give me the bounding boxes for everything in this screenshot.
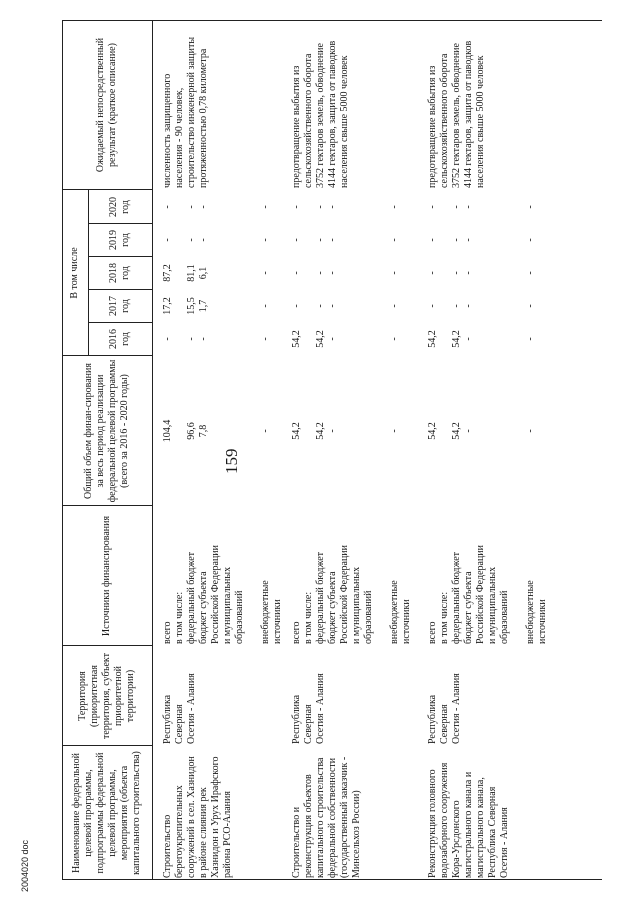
row-value-y2019: - [291,238,302,242]
row-value-y2020: - [260,205,271,209]
row-value-y2018: 81,1 [186,264,197,282]
row-value-y2017: 15,5 [186,297,197,315]
row-value-y2018: - [525,271,536,275]
header-name: Наименование федеральной целевой программы, подпрограммы федеральной целевой программы, мероприятия (объекта капитального строительства) [71,751,142,875]
row-source: всего [162,621,173,644]
row-value-y2018: - [427,271,438,275]
row-value-y2020: - [327,205,338,209]
row-value-total: 54,2 [315,422,326,440]
row-value-y2016: 54,2 [451,330,462,348]
row-value-y2018: 6,1 [198,266,209,280]
row-source: федеральный бюджет [451,551,462,644]
header-year-2018: 2018 год [108,263,131,283]
row-source: всего [427,621,438,644]
row-value-y2018: - [451,271,462,275]
row-value-y2019: - [451,238,462,242]
row-source: федеральный бюджет [186,551,197,644]
header-year-2017: 2017 год [108,296,131,316]
row-name: Строительство берегоукрепительных сооружений в сел. Хазнидон в районе слияния рек Хазнидон и Урух Ирафского района РСО-Алания [162,756,233,878]
row-value-y2018: 87,2 [162,264,173,282]
row-value-y2016: - [463,337,474,341]
financing-table [62,20,602,880]
row-value-y2020: - [451,205,462,209]
row-territory: Республика Северная Осетия - Алания [162,673,197,744]
header-territory: Территория (приоритетная территория, субъект приоритетной территории) [77,652,136,740]
row-value-total: 54,2 [451,422,462,440]
row-source: бюджет субъекта Российской Федерации и муниципальных образований [198,544,245,644]
header-year-2019: 2019 год [108,230,131,250]
row-value-y2018: - [389,271,400,275]
row-value-y2019: - [162,238,173,242]
row-source: в том числе: [174,591,185,644]
row-source: внебюджетные источники [389,580,412,644]
row-name: Реконструкция головного водозаборного сооружения Кора-Урсдонского магистрального канала и магистрального канала, Республика Северная Осетия - Алания [427,762,510,878]
row-source: бюджет субъекта Российской Федерации и муниципальных образований [463,544,510,644]
row-source: бюджет субъекта Российской Федерации и муниципальных образований [327,544,374,644]
row-value-y2020: - [315,205,326,209]
row-value-y2019: - [186,238,197,242]
row-value-y2016: 54,2 [315,330,326,348]
row-value-y2016: - [260,337,271,341]
row-value-y2017: - [260,304,271,308]
header-year-2016: 2016 год [108,329,131,349]
row-value-total: - [389,429,400,433]
row-value-y2020: - [463,205,474,209]
row-source: внебюджетные источники [525,580,548,644]
row-value-y2016: - [162,337,173,341]
header-sources: Источники финансирования [101,515,112,637]
row-value-y2017: - [451,304,462,308]
row-value-y2020: - [162,205,173,209]
row-value-y2019: - [315,238,326,242]
row-value-y2020: - [427,205,438,209]
row-value-y2018: - [463,271,474,275]
row-value-y2016: - [525,337,536,341]
header-total: Общий объем финан-сирования за весь период реализации федеральной целевой программы (всего за 2016 - 2020 годы) [83,359,130,503]
row-value-total: 54,2 [427,422,438,440]
row-result: предотвращение выбытия из сельскохозяйственного оборота 3752 гектаров земель, обводнение 4144 гектаров, защита от паводков населения свыше 5000 человек [427,40,486,188]
row-source: внебюджетные источники [260,580,283,644]
row-value-y2017: - [291,304,302,308]
row-value-total: - [327,429,338,433]
row-value-y2019: - [198,238,209,242]
row-result: численность защищенного населения - 90 человек, строительство инженерной защиты протяженностью 0,78 километра [162,36,209,188]
row-value-y2019: - [463,238,474,242]
row-value-y2016: - [327,337,338,341]
row-value-y2020: - [198,205,209,209]
row-value-total: 7,8 [198,424,209,438]
row-name: Строительство и реконструкция объектов капитального строительства федеральной собственности (государственный заказчик - Минсельхоз России) [291,756,362,878]
row-value-y2016: - [186,337,197,341]
row-value-total: - [260,429,271,433]
row-result: предотвращение выбытия из сельскохозяйственного оборота 3752 гектаров земель, обводнение 4144 гектаров, защита от паводков населения свыше 5000 человек [291,40,350,188]
row-value-y2016: 54,2 [427,330,438,348]
row-value-y2016: 54,2 [291,330,302,348]
row-value-total: - [463,429,474,433]
row-value-y2017: - [327,304,338,308]
row-value-total: - [525,429,536,433]
row-value-y2016: - [198,337,209,341]
row-value-y2019: - [327,238,338,242]
page-number: 159 [222,448,241,474]
row-value-y2020: - [291,205,302,209]
row-value-total: 54,2 [291,422,302,440]
header-result: Ожидаемый непосредственный результат (краткое описание) [95,37,118,173]
row-value-y2018: - [291,271,302,275]
header-in-that-number: В том числе [69,247,80,299]
row-source: в том числе: [303,591,314,644]
document-code: 2004020 doc [20,839,30,892]
header-year-2020: 2020 год [108,197,131,217]
row-source: федеральный бюджет [315,551,326,644]
row-value-y2018: - [260,271,271,275]
row-value-y2017: - [389,304,400,308]
row-source: в том числе: [439,591,450,644]
row-territory: Республика Северная Осетия - Алания [427,673,462,744]
row-value-y2020: - [389,205,400,209]
row-value-y2019: - [427,238,438,242]
row-value-y2019: - [389,238,400,242]
row-value-y2018: - [327,271,338,275]
row-value-y2017: 1,7 [198,299,209,313]
row-value-y2019: - [260,238,271,242]
row-value-y2020: - [525,205,536,209]
row-value-total: 96,6 [186,422,197,440]
row-value-y2016: - [389,337,400,341]
row-value-y2017: - [427,304,438,308]
row-source: всего [291,621,302,644]
row-value-y2017: - [525,304,536,308]
row-territory: Республика Северная Осетия - Алания [291,673,326,744]
row-value-y2017: - [315,304,326,308]
row-value-y2018: - [315,271,326,275]
row-value-total: 104,4 [162,419,173,443]
row-value-y2019: - [525,238,536,242]
row-value-y2017: 17,2 [162,297,173,315]
row-value-y2017: - [463,304,474,308]
row-value-y2020: - [186,205,197,209]
